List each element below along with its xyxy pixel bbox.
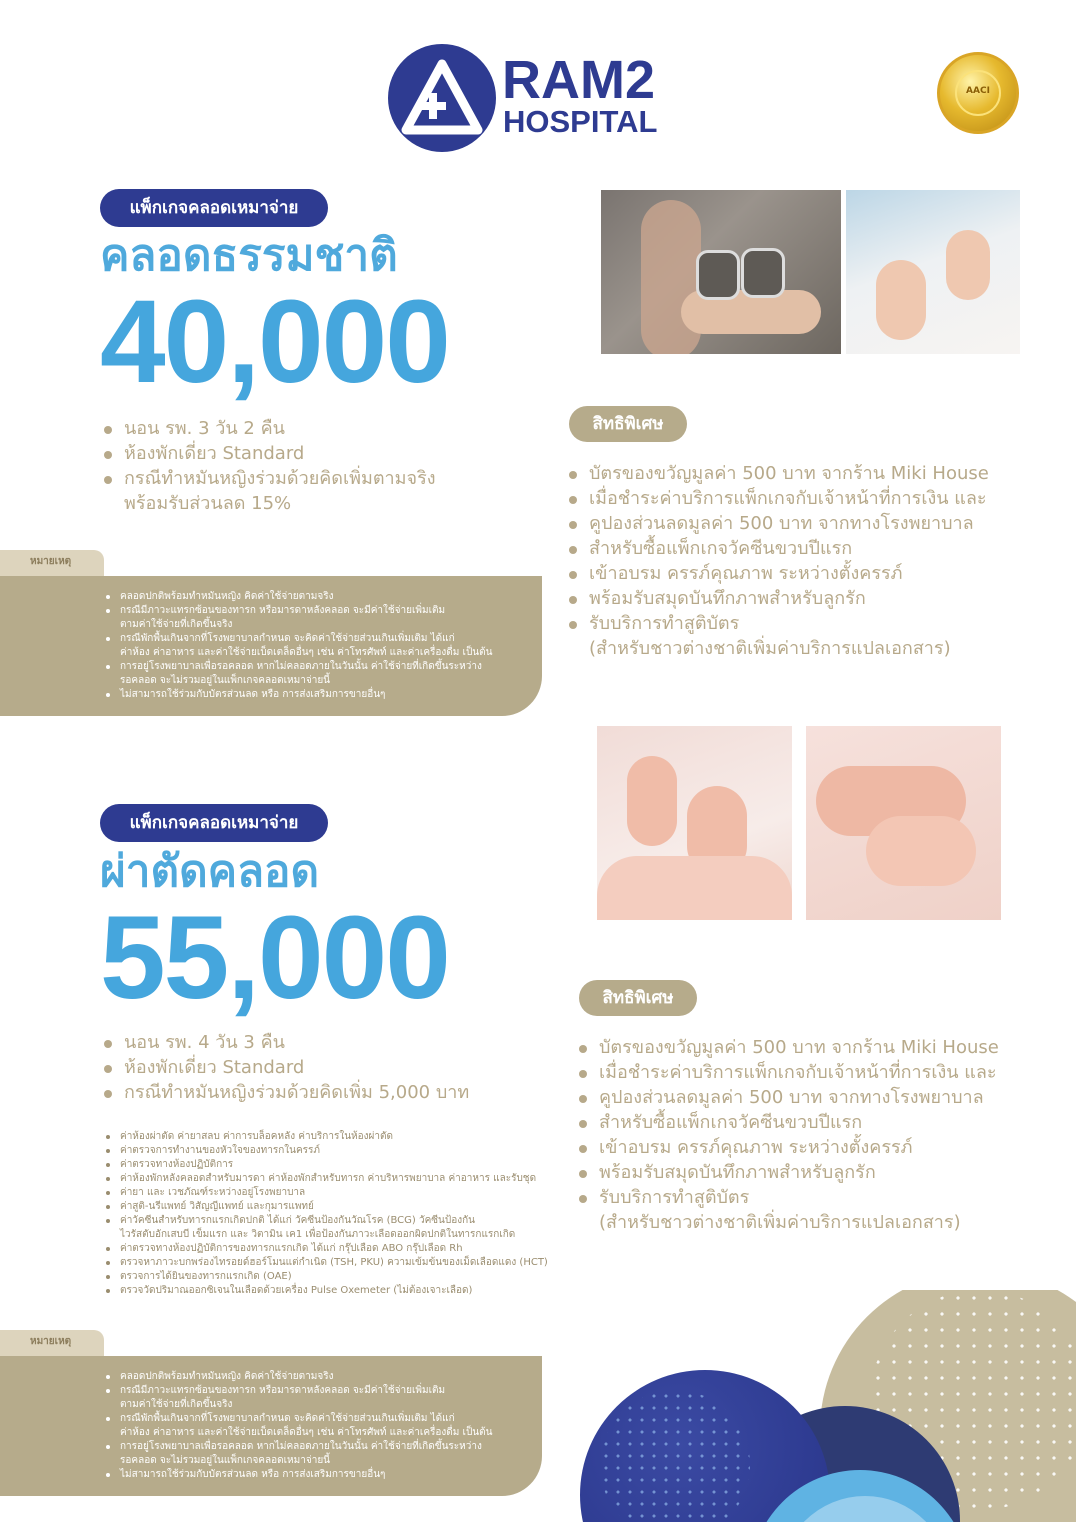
package2-price: 55,000 xyxy=(100,892,449,1024)
package1-details xyxy=(102,416,542,516)
package1-price: 40,000 xyxy=(100,276,449,408)
list-item: ค่ายา และ เวชภัณฑ์ระหว่างอยู่โรงพยาบาล xyxy=(100,1186,570,1200)
package1-note-box xyxy=(0,576,542,716)
package1-pill: แพ็กเกจคลอดเหมาจ่าย xyxy=(100,189,328,227)
list-item: คลอดปกติพร้อมทำหมันหญิง คิดค่าใช้จ่ายตามจริง xyxy=(100,1370,530,1384)
package2-title: ผ่าตัดคลอด xyxy=(100,846,320,897)
list-item-continued: รอคลอด จะไม่รวมอยู่ในแพ็กเกจคลอดเหมาจ่ายนี้ xyxy=(120,675,331,686)
list-item: ไม่สามารถใช้ร่วมกับบัตรส่วนลด หรือ การส่งเสริมการขายอื่นๆ xyxy=(100,688,530,702)
package2-notes xyxy=(100,1370,530,1482)
list-item: รับบริการทำสูติบัตร xyxy=(567,611,1047,636)
list-item-continued: (สำหรับชาวต่างชาติเพิ่มค่าบริการแปลเอกสาร) xyxy=(599,1212,961,1233)
list-item: ค่าตรวจการทำงานของหัวใจของทารกในครรภ์ xyxy=(100,1144,570,1158)
list-item: คลอดปกติพร้อมทำหมันหญิง คิดค่าใช้จ่ายตามจริง xyxy=(100,590,530,604)
list-item: ค่าห้องผ่าตัด ค่ายาสลบ ค่าการบล็อคหลัง ค่าบริการในห้องผ่าตัด xyxy=(100,1130,570,1144)
package1-notes xyxy=(100,590,530,702)
list-item-continued: ตามค่าใช้จ่ายที่เกิดขึ้นจริง xyxy=(120,619,233,630)
list-item: นอน รพ. 4 วัน 3 คืน xyxy=(102,1030,562,1055)
list-item: คูปองส่วนลดมูลค่า 500 บาท จากทางโรงพยาบาล xyxy=(577,1085,1057,1110)
list-item: เมื่อชำระค่าบริการแพ็กเกจกับเจ้าหน้าที่การเงิน และ xyxy=(567,486,1047,511)
list-item: สำหรับซื้อแพ็กเกจวัคซีนขวบปีแรก xyxy=(577,1110,1057,1135)
accreditation-seal-text: AACI xyxy=(966,86,990,96)
list-item: เข้าอบรม ครรภ์คุณภาพ ระหว่างตั้งครรภ์ xyxy=(577,1135,1057,1160)
list-item: ค่าวัคซีนสำหรับทารกแรกเกิดปกติ ได้แก่ วัคซีนป้องกันวัณโรค (BCG) วัคซีนป้องกัน xyxy=(100,1214,570,1228)
list-item: ไม่สามารถใช้ร่วมกับบัตรส่วนลด หรือ การส่งเสริมการขายอื่นๆ xyxy=(100,1468,530,1482)
list-item-continued: ไวรัสตับอักเสบบี เข็มแรก และ วิตามิน เค1 เพื่อป้องกันภาวะเลือดออกผิดปกติในทารกแรกเกิด xyxy=(120,1229,516,1240)
list-item: ห้องพักเดี่ยว Standard xyxy=(102,441,542,466)
list-item: นอน รพ. 3 วัน 2 คืน xyxy=(102,416,542,441)
photo-baby-feet-hand xyxy=(597,726,792,920)
package1-privilege-label: สิทธิพิเศษ xyxy=(569,406,687,442)
list-item-continued: รอคลอด จะไม่รวมอยู่ในแพ็กเกจคลอดเหมาจ่ายนี้ xyxy=(120,1455,331,1466)
photo-baby-feet-blanket xyxy=(846,190,1020,354)
package2-details xyxy=(102,1030,562,1105)
list-item: พร้อมรับสมุดบันทึกภาพสำหรับลูกรัก xyxy=(567,586,1047,611)
package2-privilege-label: สิทธิพิเศษ xyxy=(579,980,697,1016)
package2-note-tab: หมายเหตุ xyxy=(0,1330,104,1356)
list-item: การอยู่โรงพยาบาลเพื่อรอคลอด หากไม่คลอดภายในวันนั้น ค่าใช้จ่ายที่เกิดขึ้นระหว่าง xyxy=(100,660,530,674)
list-item: กรณีทำหมันหญิงร่วมด้วยคิดเพิ่มตามจริง xyxy=(102,466,542,491)
photo-baby-hand-holding xyxy=(806,726,1001,920)
list-item: ค่าตรวจทางห้องปฏิบัติการ xyxy=(100,1158,570,1172)
package1-title: คลอดธรรมชาติ xyxy=(100,230,398,281)
list-item: สำหรับซื้อแพ็กเกจวัคซีนขวบปีแรก xyxy=(567,536,1047,561)
package1-note-tab: หมายเหตุ xyxy=(0,550,104,576)
photo-pregnant-belly-baby-shoes xyxy=(601,190,841,354)
list-item: ค่าห้องพักหลังคลอดสำหรับมารดา ค่าห้องพักสำหรับทารก ค่าบริหารพยาบาล ค่าอาหาร และรับชุด xyxy=(100,1172,570,1186)
brand-name: RAM2 xyxy=(502,50,656,110)
package2-privileges xyxy=(577,1035,1057,1235)
list-item: บัตรของขวัญมูลค่า 500 บาท จากร้าน Miki House xyxy=(567,461,1047,486)
package1-privileges xyxy=(567,461,1047,661)
list-item: รับบริการทำสูติบัตร xyxy=(577,1185,1057,1210)
list-item: กรณีทำหมันหญิงร่วมด้วยคิดเพิ่ม 5,000 บาท xyxy=(102,1080,562,1105)
package2-pill: แพ็กเกจคลอดเหมาจ่าย xyxy=(100,804,328,842)
package2-note-box xyxy=(0,1356,542,1496)
list-item: บัตรของขวัญมูลค่า 500 บาท จากร้าน Miki House xyxy=(577,1035,1057,1060)
list-item-continued: พร้อมรับส่วนลด 15% xyxy=(124,493,292,514)
list-item: ตรวจหาภาวะบกพร่องไทรอยด์ฮอร์โมนแต่กำเนิด (TSH, PKU) ความเข้มข้นของเม็ดเลือดแดง (HCT) xyxy=(100,1256,570,1270)
list-item: การอยู่โรงพยาบาลเพื่อรอคลอด หากไม่คลอดภายในวันนั้น ค่าใช้จ่ายที่เกิดขึ้นระหว่าง xyxy=(100,1440,530,1454)
list-item-continued: (สำหรับชาวต่างชาติเพิ่มค่าบริการแปลเอกสาร) xyxy=(589,638,951,659)
list-item: กรณีพักพื้นเกินจากที่โรงพยาบาลกำหนด จะคิดค่าใช้จ่ายส่วนเกินเพิ่มเติม ได้แก่ xyxy=(100,632,530,646)
decorative-circles xyxy=(580,1290,1076,1522)
package2-includes xyxy=(100,1130,570,1298)
list-item: คูปองส่วนลดมูลค่า 500 บาท จากทางโรงพยาบาล xyxy=(567,511,1047,536)
list-item: กรณีมีภาวะแทรกซ้อนของทารก หรือมารดาหลังคลอด จะมีค่าใช้จ่ายเพิ่มเติม xyxy=(100,604,530,618)
list-item-continued: ค่าห้อง ค่าอาหาร และค่าใช้จ่ายเบ็ดเตล็ดอื่นๆ เช่น ค่าโทรศัพท์ และค่าเครื่องดื่ม เป็นต้น xyxy=(120,1427,493,1438)
list-item-continued: ค่าห้อง ค่าอาหาร และค่าใช้จ่ายเบ็ดเตล็ดอื่นๆ เช่น ค่าโทรศัพท์ และค่าเครื่องดื่ม เป็นต้น xyxy=(120,647,493,658)
list-item-continued: ตามค่าใช้จ่ายที่เกิดขึ้นจริง xyxy=(120,1399,233,1410)
hospital-logo-icon xyxy=(398,56,486,142)
list-item: เข้าอบรม ครรภ์คุณภาพ ระหว่างตั้งครรภ์ xyxy=(567,561,1047,586)
list-item: กรณีพักพื้นเกินจากที่โรงพยาบาลกำหนด จะคิดค่าใช้จ่ายส่วนเกินเพิ่มเติม ได้แก่ xyxy=(100,1412,530,1426)
brand-subtitle: HOSPITAL xyxy=(503,104,658,139)
list-item: เมื่อชำระค่าบริการแพ็กเกจกับเจ้าหน้าที่การเงิน และ xyxy=(577,1060,1057,1085)
list-item: ตรวจวัดปริมาณออกซิเจนในเลือดด้วยเครื่อง Pulse Oxemeter (ไม่ต้องเจาะเลือด) xyxy=(100,1284,570,1298)
list-item: ค่าตรวจทางห้องปฏิบัติการของทารกแรกเกิด ได้แก่ กรุ๊ปเลือด ABO กรุ๊ปเลือด Rh xyxy=(100,1242,570,1256)
list-item: ห้องพักเดี่ยว Standard xyxy=(102,1055,562,1080)
list-item: ตรวจการได้ยินของทารกแรกเกิด (OAE) xyxy=(100,1270,570,1284)
list-item: พร้อมรับสมุดบันทึกภาพสำหรับลูกรัก xyxy=(577,1160,1057,1185)
list-item: ค่าสูติ-นรีแพทย์ วิสัญญีแพทย์ และกุมารแพทย์ xyxy=(100,1200,570,1214)
list-item: กรณีมีภาวะแทรกซ้อนของทารก หรือมารดาหลังคลอด จะมีค่าใช้จ่ายเพิ่มเติม xyxy=(100,1384,530,1398)
